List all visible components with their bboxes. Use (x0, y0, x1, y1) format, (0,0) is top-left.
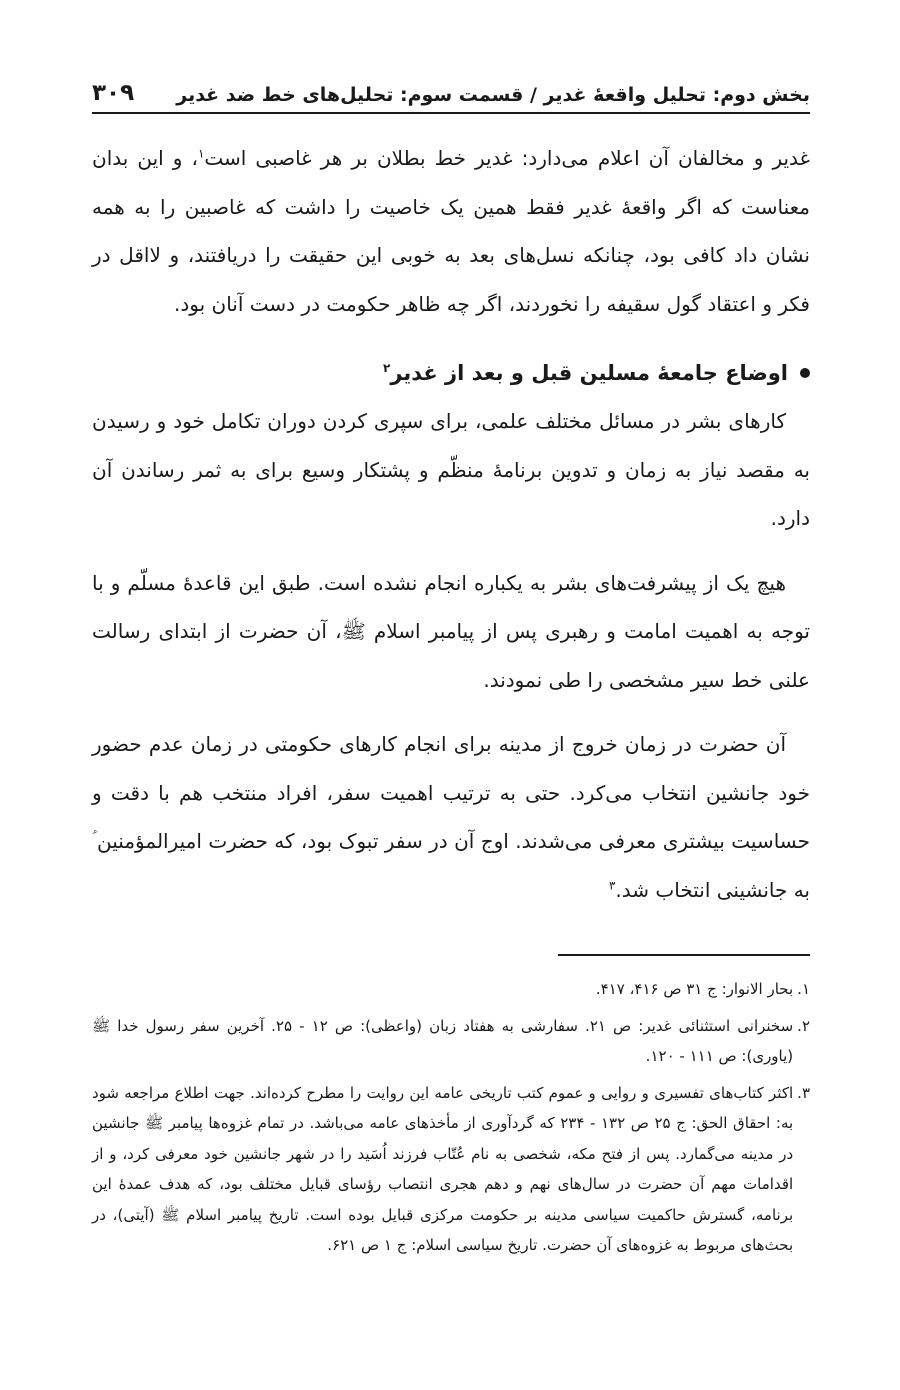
footnote-ref-2[interactable]: ۲ (382, 361, 391, 375)
footnote-number: ۱. (797, 980, 810, 998)
intro-text-part1: غدیر و مخالفان آن اعلام می‌دارد: غدیر خط بطلان بر هر غاصبی است (204, 146, 811, 170)
body-paragraph-3 (92, 720, 810, 914)
running-header (92, 70, 810, 114)
body-paragraph-2: هیچ یک از پیشرفت‌های بشر به یکباره انجام نشده است. طبق این قاعدهٔ مسلّم و با توجه به اهمیت امامت و رهبری پس از پیامبر اسلام ﷺ، آن حضرت از ابتدای رسالت علنی خط سیر مشخصی را طی نمودند. (92, 570, 810, 692)
header-title: بخش دوم: تحلیل واقعهٔ غدیر / قسمت سوم: تحلیل‌های خط ضد غدیر (176, 84, 810, 106)
footnote-ref-1[interactable]: ۱ (197, 146, 205, 161)
footnote-text: سخنرانی استثنائی غدیر: ص ۲۱. سفارشی به هفتاد زبان (واعظی): ص ۱۲ - ۲۵. آخرین سفر رسول خدا ﷺ (یاوری): ص ۱۱۱ - ۱۲۰. (92, 1016, 794, 1065)
intro-text-part2: ، و این بدان معناست که اگر واقعهٔ غدیر فقط همین یک خاصیت را داشت که غاصبین را به همه نشان داد کافی بود، چنانکه نسل‌های بعد به خوبی این حقیقت را دریافتند، و لااقل در فکر و اعتقاد گول سقیفه را نخوردند، اگر چه ظاهر حکومت در دست آنان بود. (92, 146, 810, 316)
footnote-number: ۲. (797, 1016, 810, 1035)
page-number: ۳۰۹ (92, 80, 135, 106)
footnote-divider (558, 954, 810, 956)
footnotes (92, 974, 810, 1261)
bullet-icon (800, 368, 810, 378)
body-paragraph-1: کارهای بشر در مسائل مختلف علمی، برای سپری کردن دوران تکامل خود و رسیدن به مقصد نیاز به زمان و تدوین برنامهٔ منظّم و پشتکار وسیع برای به ثمر رساندن آن دارد. (92, 409, 810, 530)
section-heading-label: اوضاع جامعهٔ مسلین قبل و بعد از غدیر (390, 361, 788, 385)
footnote-text: اکثر کتاب‌های تفسیری و روایی و عموم کتب تاریخی عامه این روایت را مطرح کرده‌اند. جهت اطلاع مراجعه شود به: احقاق الحق: ج ۲۵ ص ۱۳۲ - ۲۳۴ که گردآوری از مأخذهای عامه می‌باشد. در تمام غزوه‌ها پیامبر ﷺ جانشین در مدینه می‌گمارد. پس از فتح مکه، شخصی به نام عُتّاب فرزند اُسَید را در شهر جانشین خود معرفی کرد، و از اقدامات مهم آن حضرت در سال‌های نهم و دهم هجری انتصاب رؤسای قبایل مختلف بود، که هدف عمدهٔ این برنامه، گسترش حاکمیت سیاسی مدینه بر حکومت مرکزی قبایل بوده است. تاریخ پیامبر اسلام ﷺ (آیتی)، در بحث‌های مربوط به غزوه‌های آن حضرت. تاریخ سیاسی اسلام: ج ۱ ص ۶۲۱. (92, 1083, 794, 1254)
body-paragraph-3-text: آن حضرت در زمان خروج از مدینه برای انجام کارهای حکومتی در زمان عدم حضور خود جانشین انتخاب می‌کرد. حتی به ترتیب اهمیت سفر، افراد منتخب هم با دقت و حساسیت بیشتری معرفی می‌شدند. اوج آن در سفر تبوک بود، که حضرت امیرالمؤمنین ؑ به جانشینی انتخاب شد. (92, 732, 810, 902)
book-page (92, 70, 810, 1267)
footnote-ref-3[interactable]: ۳ (608, 877, 616, 892)
intro-paragraph (92, 134, 810, 328)
section-heading-text (383, 353, 788, 393)
footnote-3 (92, 1078, 810, 1261)
section-heading (92, 353, 810, 393)
footnote-number: ۳. (797, 1083, 810, 1102)
footnote-text: بحار الانوار: ج ۳۱ ص ۴۱۶، ۴۱۷. (595, 980, 794, 998)
footnote-2 (92, 1011, 810, 1072)
footnote-1 (92, 974, 810, 1005)
